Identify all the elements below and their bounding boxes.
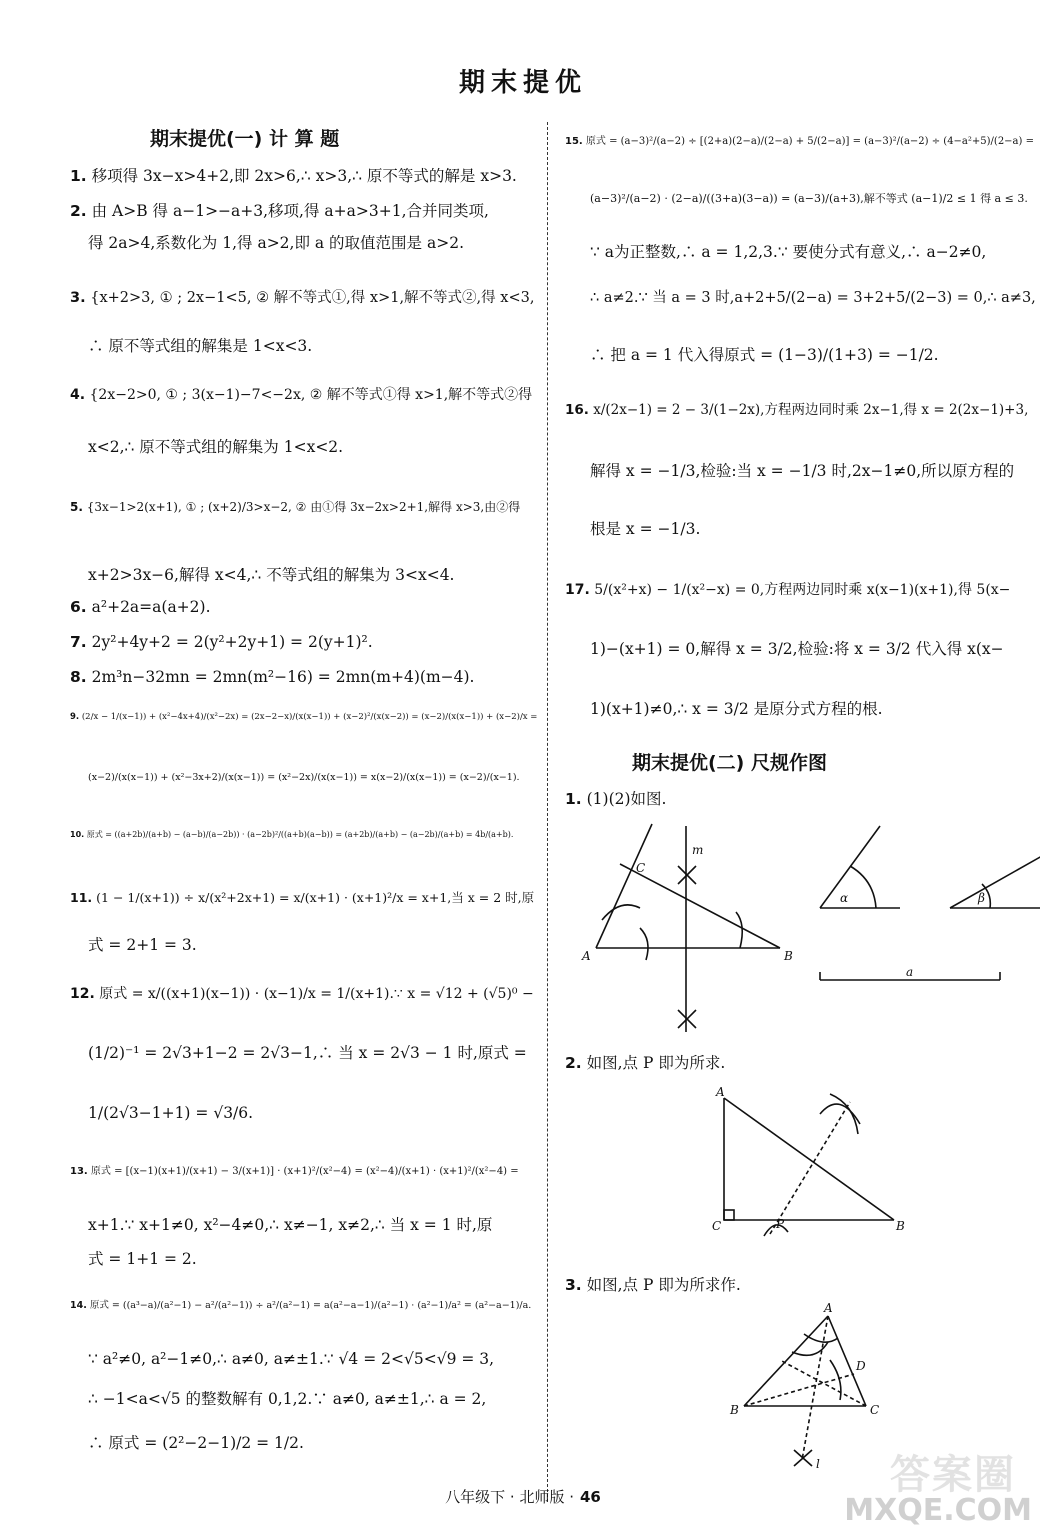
section-heading-2: 期末提优(二) 尺规作图 bbox=[632, 752, 827, 774]
answer-line: 6. a²+2a=a(a+2). bbox=[70, 598, 211, 616]
answer-line: 解得 x = −1/3,检验:当 x = −1/3 时,2x−1≠0,所以原方程的 bbox=[590, 462, 1015, 480]
label-m: m bbox=[692, 843, 704, 857]
answer-line: 1/(2√3−1+1) = √3/6. bbox=[88, 1104, 254, 1122]
answer-line: 式 = 1+1 = 2. bbox=[88, 1250, 197, 1268]
answer-line: x+2>3x−6,解得 x<4,∴ 不等式组的解集为 3<x<4. bbox=[88, 566, 455, 584]
answer-line: 13. 原式 = [(x−1)(x+1)/(x+1) − 3/(x+1)] · (x+1)²/(x²−4) = (x²−4)/(x+1) · (x+1)²/(x²−4) = bbox=[70, 1166, 519, 1177]
answer-line: 1. (1)(2)如图. bbox=[565, 790, 667, 808]
answer-line: 1)−(x+1) = 0,解得 x = 3/2,检验:将 x = 3/2 代入得 x(x− bbox=[590, 640, 1004, 658]
watermark-logo: 答案圈 bbox=[890, 1452, 1016, 1498]
answer-line: ∴ 原式 = (2²−2−1)/2 = 1/2. bbox=[88, 1434, 304, 1452]
answer-line: 16. x/(2x−1) = 2 − 3/(1−2x),方程两边同时乘 2x−1,得 x = 2(2x−1)+3, bbox=[565, 402, 1029, 418]
answer-line: 15. 原式 = (a−3)²/(a−2) ÷ [(2+a)(2−a)/(2−a) + 5/(2−a)] = (a−3)²/(a−2) ÷ (4−a²+5)/(2−a) = bbox=[565, 136, 1034, 147]
construction-figure-3 bbox=[720, 1300, 890, 1470]
answer-line: 4. {2x−2>0, ① ; 3(x−1)−7<−2x, ② 解不等式①得 x>1,解不等式②得 bbox=[70, 387, 533, 403]
answer-line: (a−3)²/(a−2) · (2−a)/((3+a)(3−a)) = (a−3)/(a+3),解不等式 (a−1)/2 ≤ 1 得 a ≤ 3. bbox=[590, 192, 1028, 205]
answer-line: 3. 如图,点 P 即为所求作. bbox=[565, 1276, 741, 1294]
label-A: A bbox=[582, 949, 591, 963]
label-P: P bbox=[776, 1217, 785, 1231]
answer-line: 3. {x+2>3, ① ; 2x−1<5, ② 解不等式①,得 x>1,解不等式②,得 x<3, bbox=[70, 290, 535, 306]
answer-line: 根是 x = −1/3. bbox=[590, 520, 701, 538]
label-B: B bbox=[784, 949, 793, 963]
label-B: B bbox=[896, 1219, 905, 1233]
answer-line: 11. (1 − 1/(x+1)) ÷ x/(x²+2x+1) = x/(x+1) · (x+1)²/x = x+1,当 x = 2 时,原 bbox=[70, 890, 535, 905]
label-B: B bbox=[730, 1403, 739, 1417]
answer-line: (x−2)/(x(x−1)) + (x²−3x+2)/(x(x−1)) = (x²−2x)/(x(x−1)) = x(x−2)/(x(x−1)) = (x−2)/(x−1). bbox=[88, 772, 520, 783]
label-A: A bbox=[824, 1301, 833, 1315]
answer-line: 12. 原式 = x/((x+1)(x−1)) · (x−1)/x = 1/(x+1).∵ x = √12 + (√5)⁰ − bbox=[70, 986, 534, 1002]
page-title: 期末提优 bbox=[458, 68, 587, 98]
section-heading-1: 期末提优(一) 计 算 题 bbox=[150, 128, 340, 150]
column-divider bbox=[547, 122, 548, 1502]
answer-line: ∴ −1<a<√5 的整数解有 0,1,2.∵ a≠0, a≠±1,∴ a = 2, bbox=[88, 1390, 487, 1408]
answer-line: x+1.∵ x+1≠0, x²−4≠0,∴ x≠−1, x≠2,∴ 当 x = 1 时,原 bbox=[88, 1216, 493, 1234]
label-A: A bbox=[716, 1085, 725, 1099]
answer-line: 1. 移项得 3x−x>4+2,即 2x>6,∴ x>3,∴ 原不等式的解是 x>3. bbox=[70, 167, 517, 185]
construction-figure-2 bbox=[710, 1084, 910, 1254]
label-C: C bbox=[870, 1403, 880, 1417]
answer-line: 5. {3x−1>2(x+1), ① ; (x+2)/3>x−2, ② 由①得 3x−2x>2+1,解得 x>3,由②得 bbox=[70, 500, 521, 514]
label-C: C bbox=[712, 1219, 722, 1233]
label-a: a bbox=[906, 965, 914, 979]
answer-line: ∴ 把 a = 1 代入得原式 = (1−3)/(1+3) = −1/2. bbox=[590, 346, 939, 364]
label-alpha: α bbox=[840, 891, 849, 905]
construction-figure-1 bbox=[580, 820, 1040, 1040]
answer-line: 2. 由 A>B 得 a−1>−a+3,移项,得 a+a>3+1,合并同类项, bbox=[70, 202, 489, 220]
answer-line: ∵ a²≠0, a²−1≠0,∴ a≠0, a≠±1.∵ √4 = 2<√5<√9 = 3, bbox=[88, 1350, 495, 1368]
answer-line: x<2,∴ 原不等式组的解集为 1<x<2. bbox=[88, 438, 344, 456]
answer-line: 9. (2/x − 1/(x−1)) + (x²−4x+4)/(x²−2x) = (2x−2−x)/(x(x−1)) + (x−2)²/(x(x−2)) = (x−2)/(x(x−1)) + (x−2)/x = bbox=[70, 712, 538, 722]
label-D: D bbox=[856, 1359, 866, 1373]
label-beta: β bbox=[978, 891, 985, 905]
answer-line: 得 2a>4,系数化为 1,得 a>2,即 a 的取值范围是 a>2. bbox=[88, 234, 465, 252]
answer-line: 17. 5/(x²+x) − 1/(x²−x) = 0,方程两边同时乘 x(x−1)(x+1),得 5(x− bbox=[565, 582, 1011, 598]
watermark-url: MXQE.COM bbox=[844, 1493, 1032, 1528]
answer-line: 8. 2m³n−32mn = 2mn(m²−16) = 2mn(m+4)(m−4). bbox=[70, 668, 475, 686]
answer-line: 式 = 2+1 = 3. bbox=[88, 936, 197, 954]
answer-line: ∵ a为正整数,∴ a = 1,2,3.∵ 要使分式有意义,∴ a−2≠0, bbox=[590, 243, 987, 261]
label-C: C bbox=[636, 861, 646, 875]
answer-line: 1)(x+1)≠0,∴ x = 3/2 是原分式方程的根. bbox=[590, 700, 883, 718]
answer-line: 10. 原式 = ((a+2b)/(a+b) − (a−b)/(a−2b)) · (a−2b)²/((a+b)(a−b)) = (a+2b)/(a+b) − (a−2b)/(a+b) = 4b/(a+b). bbox=[70, 830, 514, 839]
footer-text: 八年级下 · 北师版 · bbox=[445, 1488, 574, 1506]
answer-line: 2. 如图,点 P 即为所求. bbox=[565, 1054, 726, 1072]
answer-line: (1/2)⁻¹ = 2√3+1−2 = 2√3−1,∴ 当 x = 2√3 − 1 时,原式 = bbox=[88, 1044, 527, 1062]
label-l: l bbox=[816, 1457, 820, 1470]
answer-line: 14. 原式 = ((a³−a)/(a²−1) − a²/(a²−1)) ÷ a²/(a²−1) = a(a²−a−1)/(a²−1) · (a²−1)/a² = (a²−a−1)/a. bbox=[70, 1300, 532, 1311]
answer-line: 7. 2y²+4y+2 = 2(y²+2y+1) = 2(y+1)². bbox=[70, 633, 373, 651]
answer-line: ∴ 原不等式组的解集是 1<x<3. bbox=[88, 337, 313, 355]
page-number: 46 bbox=[579, 1488, 601, 1506]
answer-line: ∴ a≠2.∵ 当 a = 3 时,a+2+5/(2−a) = 3+2+5/(2−3) = 0,∴ a≠3, bbox=[590, 290, 1036, 306]
